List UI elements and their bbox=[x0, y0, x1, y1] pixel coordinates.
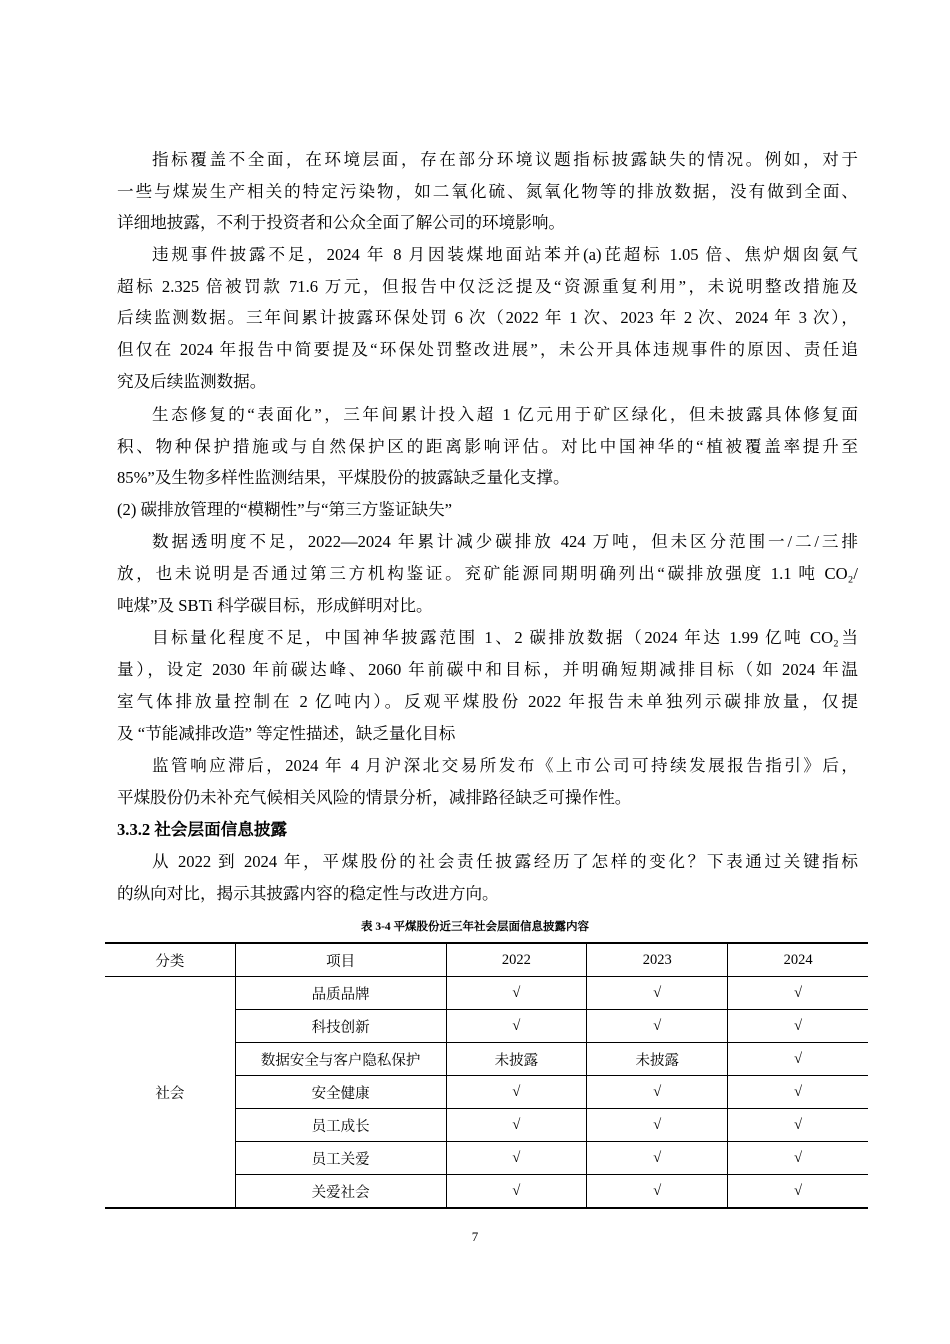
status-cell: √ bbox=[446, 977, 587, 1010]
text-line: 但仅在 2024 年报告中简要提及“环保处罚整改进展”，未公开具体违规事件的原因、责任追 bbox=[117, 340, 858, 359]
status-cell: √ bbox=[728, 1142, 868, 1175]
section-heading: 3.3.2 社会层面信息披露 bbox=[117, 820, 288, 839]
header-2023: 2023 bbox=[587, 943, 728, 977]
status-cell: √ bbox=[587, 1175, 728, 1209]
status-cell: √ bbox=[728, 1175, 868, 1209]
item-cell: 品质品牌 bbox=[235, 977, 446, 1010]
table-row bbox=[105, 977, 868, 1010]
text-line: 一些与煤炭生产相关的特定污染物，如二氧化硫、氮氧化物等的排放数据，没有做到全面、 bbox=[117, 182, 858, 201]
header-2024: 2024 bbox=[728, 943, 868, 977]
header-item: 项目 bbox=[235, 943, 446, 977]
status-cell: √ bbox=[446, 1076, 587, 1109]
text-line: 详细地披露，不利于投资者和公众全面了解公司的环境影响。 bbox=[117, 213, 566, 232]
subsection-heading: (2) 碳排放管理的“模糊性”与“第三方鉴证缺失” bbox=[117, 500, 453, 519]
text-line: 后续监测数据。三年间累计披露环保处罚 6 次（2022 年 1 次、2023 年 2 次、2024 年 3 次）， bbox=[117, 308, 858, 327]
status-cell: √ bbox=[587, 1076, 728, 1109]
text-line: 违规事件披露不足，2024 年 8 月因装煤地面站苯并(a)芘超标 1.05 倍、焦炉烟囱氨气 bbox=[152, 245, 858, 264]
status-cell: √ bbox=[587, 1010, 728, 1043]
table-caption: 表 3-4 平煤股份近三年社会层面信息披露内容 bbox=[360, 921, 590, 933]
item-cell: 关爱社会 bbox=[235, 1175, 446, 1209]
text-line: 吨煤”及 SBTi 科学碳目标，形成鲜明对比。 bbox=[117, 596, 433, 615]
status-cell: √ bbox=[728, 1043, 868, 1076]
text-line: 超标 2.325 倍被罚款 71.6 万元，但报告中仅泛泛提及“资源重复利用”，未说明整改措施及 bbox=[117, 277, 858, 296]
status-cell: √ bbox=[728, 1010, 868, 1043]
status-cell: √ bbox=[587, 1142, 728, 1175]
text-line: 监管响应滞后，2024 年 4 月沪深北交易所发布《上市公司可持续发展报告指引》后， bbox=[152, 756, 858, 775]
table-header-row bbox=[105, 943, 868, 977]
status-cell: √ bbox=[446, 1010, 587, 1043]
status-cell: √ bbox=[587, 1109, 728, 1142]
text-line: 放，也未说明是否通过第三方机构鉴证。兖矿能源同期明确列出“碳排放强度 1.1 吨 CO₂/ bbox=[117, 564, 858, 583]
status-cell: √ bbox=[587, 977, 728, 1010]
status-cell: 未披露 bbox=[587, 1043, 728, 1076]
text-line: 平煤股份仍未补充气候相关风险的情景分析，减排路径缺乏可操作性。 bbox=[117, 788, 632, 807]
status-cell: √ bbox=[446, 1175, 587, 1209]
status-cell: √ bbox=[728, 1109, 868, 1142]
text-line: 85%”及生物多样性监测结果，平煤股份的披露缺乏量化支撑。 bbox=[117, 468, 570, 487]
text-line: 量），设定 2030 年前碳达峰、2060 年前碳中和目标，并明确短期减排目标（如 2024 年温 bbox=[117, 660, 858, 679]
item-cell: 员工成长 bbox=[235, 1109, 446, 1142]
page-number: 7 bbox=[471, 1229, 479, 1244]
text-line: 究及后续监测数据。 bbox=[117, 372, 267, 391]
text-line: 室气体排放量控制在 2 亿吨内）。反观平煤股份 2022 年报告未单独列示碳排放量，仅提 bbox=[117, 692, 858, 711]
item-cell: 数据安全与客户隐私保护 bbox=[235, 1043, 446, 1076]
status-cell: √ bbox=[446, 1142, 587, 1175]
text-line: 的纵向对比，揭示其披露内容的稳定性与改进方向。 bbox=[117, 884, 499, 903]
item-cell: 安全健康 bbox=[235, 1076, 446, 1109]
text-line: 数据透明度不足，2022—2024 年累计减少碳排放 424 万吨，但未区分范围一/二/三排 bbox=[152, 532, 858, 551]
disclosure-table bbox=[105, 942, 868, 1209]
text-line: 生态修复的“表面化”，三年间累计投入超 1 亿元用于矿区绿化，但未披露具体修复面 bbox=[152, 405, 858, 424]
text-line: 从 2022 到 2024 年，平煤股份的社会责任披露经历了怎样的变化？下表通过关键指标 bbox=[152, 852, 858, 871]
text-line: 及 “节能减排改造” 等定性描述，缺乏量化目标 bbox=[117, 724, 456, 743]
status-cell: √ bbox=[728, 1076, 868, 1109]
status-cell: √ bbox=[446, 1109, 587, 1142]
header-category: 分类 bbox=[105, 943, 235, 977]
status-cell: 未披露 bbox=[446, 1043, 587, 1076]
category-cell: 社会 bbox=[105, 977, 235, 1209]
text-line: 目标量化程度不足，中国神华披露范围 1、2 碳排放数据（2024 年达 1.99 亿吨 CO₂当 bbox=[152, 628, 858, 647]
item-cell: 科技创新 bbox=[235, 1010, 446, 1043]
header-2022: 2022 bbox=[446, 943, 587, 977]
item-cell: 员工关爱 bbox=[235, 1142, 446, 1175]
text-line: 指标覆盖不全面，在环境层面，存在部分环境议题指标披露缺失的情况。例如，对于 bbox=[152, 150, 858, 169]
status-cell: √ bbox=[728, 977, 868, 1010]
text-line: 积、物种保护措施或与自然保护区的距离影响评估。对比中国神华的“植被覆盖率提升至 bbox=[117, 437, 858, 456]
